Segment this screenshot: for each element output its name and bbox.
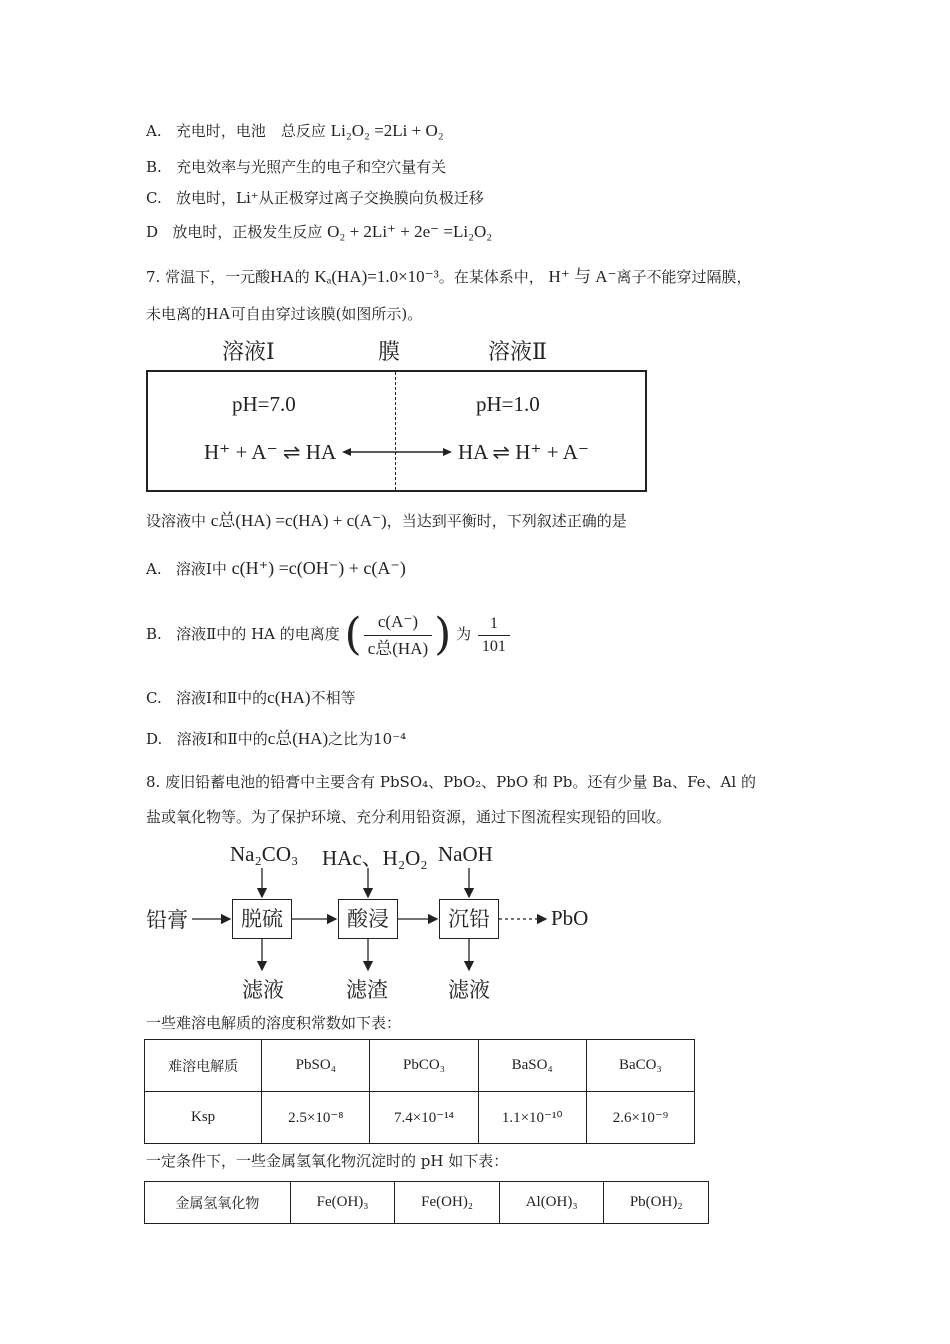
ph-solution-1: pH=7.0	[232, 392, 296, 416]
stem-text: 可自由穿过该膜(如图所示)。	[230, 305, 423, 323]
equation: Li₂O₂ =2Li + O₂	[330, 121, 444, 140]
option-text: 之比为10⁻⁴	[328, 730, 407, 748]
q8-stem-line1: 8. 废旧铅蓄电池的铅膏中主要含有 PbSO₄、PbO₂、PbO 和 Pb。还有少量 Ba、Fe、Al 的	[146, 773, 756, 791]
option-label: C.	[146, 189, 162, 207]
q7-option-a	[146, 557, 406, 580]
table-cell: Ksp	[145, 1092, 262, 1144]
reagent-2: HAc、H₂O₂	[322, 846, 428, 870]
option-label: A.	[146, 560, 162, 578]
setup-text: ，当达到平衡时，下列叙述正确的是	[386, 512, 627, 530]
stem-text: 的	[294, 268, 310, 286]
q7-setup	[146, 510, 627, 532]
table-cell: 2.6×10⁻⁹	[586, 1092, 694, 1144]
equation: c(HA)	[267, 688, 311, 707]
flow-chart	[146, 840, 616, 1005]
table-header-row	[145, 1182, 709, 1224]
option-text: 充电时，电池 总反应	[175, 122, 326, 140]
table-cell: Fe(OH)₃	[290, 1182, 395, 1224]
option-text: 充电效率与光照产生的电子和空穴量有关	[176, 158, 447, 176]
q7-stem-line1	[146, 266, 752, 288]
table1-caption: 一些难溶电解质的溶度积常数如下表：	[146, 1014, 402, 1032]
option-text: 溶液Ⅰ中	[175, 560, 227, 578]
fraction-denominator: c总(HA)	[367, 638, 429, 658]
membrane-line	[395, 372, 396, 490]
equation: c(H⁺) =c(OH⁻) + c(A⁻)	[231, 558, 406, 578]
stem-text: 7. 常温下，一元酸	[146, 268, 271, 286]
ph-solution-2: pH=1.0	[476, 392, 540, 416]
membrane-diagram	[146, 330, 648, 495]
equilibrium-left: H⁺ + A⁻ ⇌ HA	[204, 440, 337, 464]
option-label: A.	[146, 122, 162, 140]
start-material: 铅膏	[146, 908, 188, 932]
setup-equation: c总(HA) =c(HA) + c(A⁻)	[210, 511, 387, 530]
hydroxide-ph-table	[144, 1181, 709, 1224]
q6-option-c	[146, 187, 484, 209]
option-text: 放电时，Li⁺从正极穿过离子交换膜向负极迁移	[176, 189, 484, 207]
q6-option-b	[146, 156, 446, 178]
stem-text: 。在某体系中，	[438, 268, 544, 286]
option-label: B.	[146, 158, 162, 176]
table2-caption: 一定条件下，一些金属氢氧化物沉淀时的 pH 如下表：	[146, 1152, 509, 1170]
setup-text: 设溶液中	[146, 512, 207, 530]
table-cell: 2.5×10⁻⁸	[262, 1092, 370, 1144]
ka-value: Kₐ(HA)=1.0×10⁻³	[314, 267, 439, 286]
equilibrium-right: HA ⇌ H⁺ + A⁻	[458, 440, 589, 464]
table-cell: 1.1×10⁻¹⁰	[478, 1092, 586, 1144]
option-text: 溶液Ⅱ中的 HA 的电离度	[176, 625, 340, 643]
q7-option-b	[146, 601, 512, 667]
q8-stem-line2: 盐或氧化物等。为了保护环境、充分利用铅资源，通过下图流程实现铅的回收。	[146, 808, 672, 826]
table-cell: BaSO₄	[478, 1040, 586, 1092]
q6-option-a	[146, 120, 444, 142]
label-membrane: 膜	[378, 340, 401, 365]
option-label: B.	[146, 625, 162, 643]
q6-option-d	[146, 221, 492, 243]
ha-symbol: HA	[270, 267, 295, 286]
option-label: D.	[146, 730, 163, 748]
ha-symbol: HA	[206, 304, 231, 323]
table-cell: Al(OH)₃	[499, 1182, 604, 1224]
equation: O₂ + 2Li⁺ + 2e⁻ =Li₂O₂	[327, 222, 493, 241]
q7-stem-line2	[146, 303, 422, 325]
table-cell: PbSO₄	[262, 1040, 370, 1092]
fraction-numerator: c(A⁻)	[364, 609, 432, 636]
table-cell: PbCO₃	[370, 1040, 478, 1092]
q7-option-c	[146, 687, 356, 709]
fraction-numerator: 1	[478, 613, 510, 636]
flow-arrows	[146, 840, 616, 1005]
stem-text: 离子不能穿过隔膜，	[616, 268, 752, 286]
step-acid-leach: 酸浸	[338, 899, 398, 939]
right-paren: )	[434, 609, 452, 660]
table-cell: 难溶电解质	[145, 1040, 262, 1092]
step-lead-precipitation: 沉铅	[439, 899, 499, 939]
ionization-fraction	[364, 609, 432, 662]
option-label: C.	[146, 689, 162, 707]
table-cell: 7.4×10⁻¹⁴	[370, 1092, 478, 1144]
option-text: 溶液Ⅰ和Ⅱ中的	[176, 689, 268, 707]
option-label: D	[146, 223, 159, 241]
equation: c总(HA)	[267, 729, 329, 748]
label-solution-2: 溶液Ⅱ	[488, 340, 547, 365]
reagent-1: Na₂CO₃	[230, 842, 299, 866]
table-row	[145, 1092, 695, 1144]
output-filtrate-2: 滤液	[448, 978, 490, 1002]
label-solution-1: 溶液Ⅰ	[222, 340, 275, 365]
stem-text: 未电离的	[146, 305, 207, 323]
value-fraction	[478, 613, 510, 658]
fraction-denominator: 101	[481, 637, 506, 655]
option-text: 溶液Ⅰ和Ⅱ中的	[176, 730, 268, 748]
output-filtrate-1: 滤液	[242, 978, 284, 1002]
diagram-box	[146, 370, 647, 492]
option-text: 不相等	[310, 689, 356, 707]
ions: H⁺ 与 A⁻	[548, 267, 617, 286]
output-residue: 滤渣	[346, 978, 388, 1002]
left-paren: (	[344, 609, 362, 660]
table-cell: Pb(OH)₂	[604, 1182, 709, 1224]
table-cell: BaCO₃	[586, 1040, 694, 1092]
ksp-table	[144, 1039, 695, 1144]
option-text: 放电时，正极发生反应	[172, 223, 323, 241]
reagent-3: NaOH	[438, 842, 493, 866]
product: PbO	[551, 906, 589, 930]
q7-option-d	[146, 728, 406, 750]
table-cell: Fe(OH)₂	[395, 1182, 500, 1224]
table-cell: 金属氢氧化物	[145, 1182, 291, 1224]
table-header-row	[145, 1040, 695, 1092]
option-text: 为	[456, 625, 472, 643]
double-arrow-icon	[342, 442, 452, 462]
step-desulfurization: 脱硫	[232, 899, 292, 939]
